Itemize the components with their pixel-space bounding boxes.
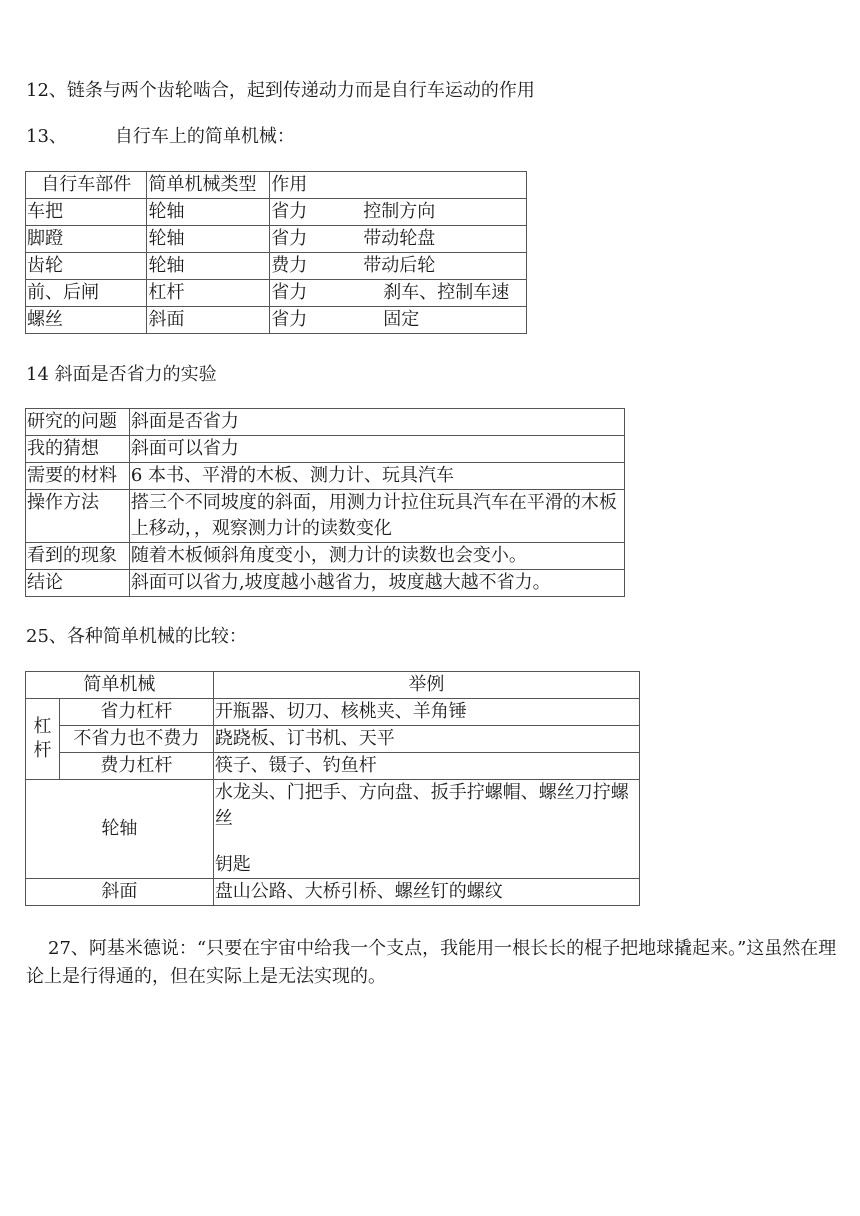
table-row [26, 409, 625, 436]
header-machine: 简单机械 [26, 672, 214, 699]
type-cell: 斜面 [26, 879, 214, 906]
header-use: 作用 [270, 172, 527, 199]
table-row [26, 463, 625, 490]
table-row [26, 226, 527, 253]
use-cell [270, 226, 527, 253]
table-row [26, 780, 640, 879]
header-example: 举例 [213, 672, 639, 699]
function-text: 固定 [383, 309, 420, 330]
type-cell: 轮轴 [147, 253, 270, 280]
machines-comparison-table [25, 671, 640, 906]
use-cell [270, 199, 527, 226]
part-cell: 车把 [26, 199, 147, 226]
examples-cell: 筷子、镊子、钓鱼杆 [213, 753, 639, 780]
label-cell: 我的猜想 [26, 436, 130, 463]
value-cell: 搭三个不同坡度的斜面，用测力计拉住玩具汽车在平滑的木板上移动，，观察测力计的读数变化 [129, 490, 624, 543]
header-type: 简单机械类型 [147, 172, 270, 199]
examples-cell: 盘山公路、大桥引桥、螺丝钉的螺纹 [213, 879, 639, 906]
force-text: 省力 [271, 282, 308, 303]
part-cell: 齿轮 [26, 253, 147, 280]
part-cell: 脚蹬 [26, 226, 147, 253]
table-row [26, 253, 527, 280]
bicycle-machines-table [25, 171, 527, 334]
force-text: 费力 [271, 255, 308, 276]
table-header-row [26, 672, 640, 699]
value-cell: 随着木板倾斜角度变小，测力计的读数也会变小。 [129, 543, 624, 570]
label-cell: 研究的问题 [26, 409, 130, 436]
type-cell: 杠杆 [147, 280, 270, 307]
table-row [26, 199, 527, 226]
function-text: 控制方向 [363, 201, 436, 222]
label-cell: 需要的材料 [26, 463, 130, 490]
value-cell: 斜面可以省力 [129, 436, 624, 463]
force-text: 省力 [271, 309, 308, 330]
type-cell: 省力杠杆 [59, 699, 213, 726]
table-row [26, 307, 527, 334]
examples-cell [213, 780, 639, 879]
item-13-heading [26, 123, 295, 151]
lever-group-label: 杠杆 [26, 699, 60, 780]
examples-line: 钥匙 [214, 854, 251, 875]
function-text: 刹车、控制车速 [383, 282, 510, 303]
table-row [26, 543, 625, 570]
value-cell: 斜面是否省力 [129, 409, 624, 436]
table-header-row [26, 172, 527, 199]
force-text: 省力 [271, 228, 308, 249]
header-part: 自行车部件 [26, 172, 147, 199]
value-cell: 6 本书、平滑的木板、测力计、玩具汽车 [129, 463, 624, 490]
table-row [26, 726, 640, 753]
examples-cell: 开瓶器、切刀、核桃夹、羊角锤 [213, 699, 639, 726]
table-row [26, 699, 640, 726]
table-row [26, 436, 625, 463]
use-cell [270, 307, 527, 334]
type-cell: 不省力也不费力 [59, 726, 213, 753]
use-cell [270, 280, 527, 307]
examples-cell: 跷跷板、订书机、天平 [213, 726, 639, 753]
table-row [26, 570, 625, 597]
table-row [26, 490, 625, 543]
item-27-text: 27、阿基米德说：“只要在宇宙中给我一个支点，我能用一根长长的棍子把地球撬起来。”这虽然在理论上是行得通的，但在实际上是无法实现的。 [26, 938, 837, 987]
type-cell: 轮轴 [26, 780, 214, 879]
function-text: 带动后轮 [363, 255, 436, 276]
type-cell: 轮轴 [147, 226, 270, 253]
label-cell: 结论 [26, 570, 130, 597]
type-cell: 轮轴 [147, 199, 270, 226]
use-cell [270, 253, 527, 280]
type-cell: 斜面 [147, 307, 270, 334]
label-cell: 看到的现象 [26, 543, 130, 570]
force-text: 省力 [271, 201, 308, 222]
type-cell: 费力杠杆 [59, 753, 213, 780]
label-cell: 操作方法 [26, 490, 130, 543]
table-row [26, 879, 640, 906]
item-14-heading: 14 斜面是否省力的实验 [26, 364, 217, 385]
part-cell: 前、后闸 [26, 280, 147, 307]
incline-experiment-table [25, 408, 625, 597]
examples-line: 水龙头、门把手、方向盘、扳手拧螺帽、螺丝刀拧螺丝 [214, 782, 629, 829]
value-cell: 斜面可以省力,坡度越小越省力，坡度越大越不省力。 [129, 570, 624, 597]
item-13-number: 13、 [26, 126, 67, 147]
part-cell: 螺丝 [26, 307, 147, 334]
function-text: 带动轮盘 [363, 228, 436, 249]
table-row [26, 753, 640, 780]
item-13-title: 自行车上的简单机械： [114, 126, 295, 147]
item-12-text: 12、链条与两个齿轮啮合，起到传递动力而是自行车运动的作用 [26, 80, 535, 101]
item-25-heading: 25、各种简单机械的比较： [26, 626, 247, 647]
table-row [26, 280, 527, 307]
